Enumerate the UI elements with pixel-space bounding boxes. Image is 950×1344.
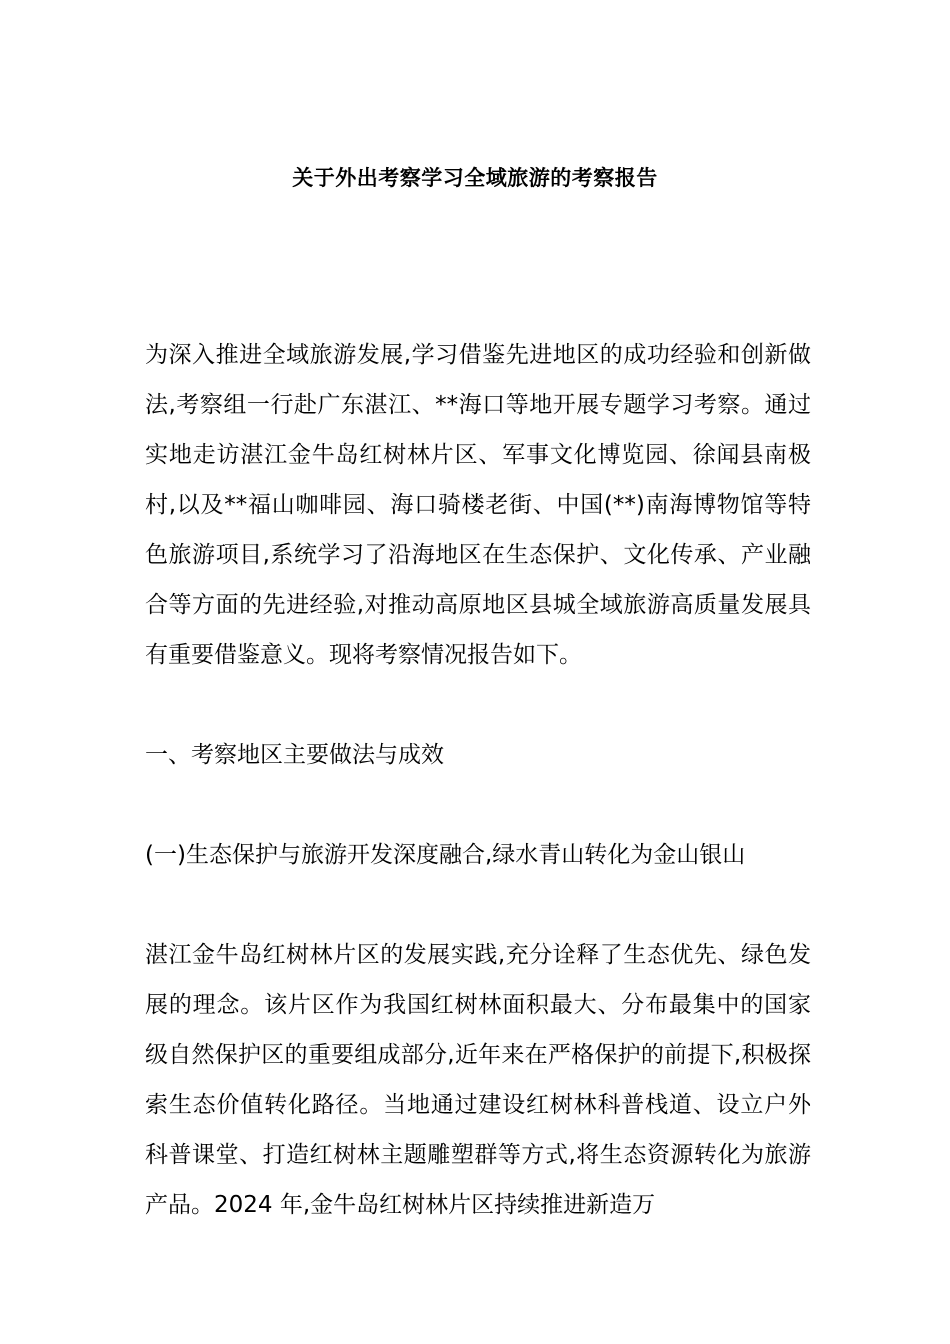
paragraph-spacer <box>145 680 811 730</box>
document-title: 关于外出考察学习全域旅游的考察报告 <box>292 166 658 190</box>
section-heading: 一、考察地区主要做法与成效 <box>145 742 444 768</box>
paragraph-spacer <box>145 780 811 830</box>
subsection-heading: (一)生态保护与旅游开发深度融合,绿水青山转化为金山银山 <box>145 842 746 868</box>
body-paragraph: 湛江金牛岛红树林片区的发展实践,充分诠释了生态优先、绿色发展的理念。该片区作为我国红树林面积最大、分布最集中的国家级自然保护区的重要组成部分,近年来在严格保护的前提下,积极探索生态价值转化路径。当地通过建设红树林科普栈道、设立户外科普课堂、打造红树林主题雕塑群等方式,将生态资源转化为旅游产品。2024 年,金牛岛红树林片区持续推进新造万 <box>145 942 811 1218</box>
intro-paragraph: 为深入推进全域旅游发展,学习借鉴先进地区的成功经验和创新做法,考察组一行赴广东湛江、**海口等地开展专题学习考察。通过实地走访湛江金牛岛红树林片区、军事文化博览园、徐闻县南极村,以及**福山咖啡园、海口骑楼老街、中国(**)南海博物馆等特色旅游项目,系统学习了沿海地区在生态保护、文化传承、产业融合等方面的先进经验,对推动高原地区县城全域旅游高质量发展具有重要借鉴意义。现将考察情况报告如下。 <box>145 342 811 668</box>
document-body <box>145 330 811 1230</box>
paragraph-spacer <box>145 880 811 930</box>
